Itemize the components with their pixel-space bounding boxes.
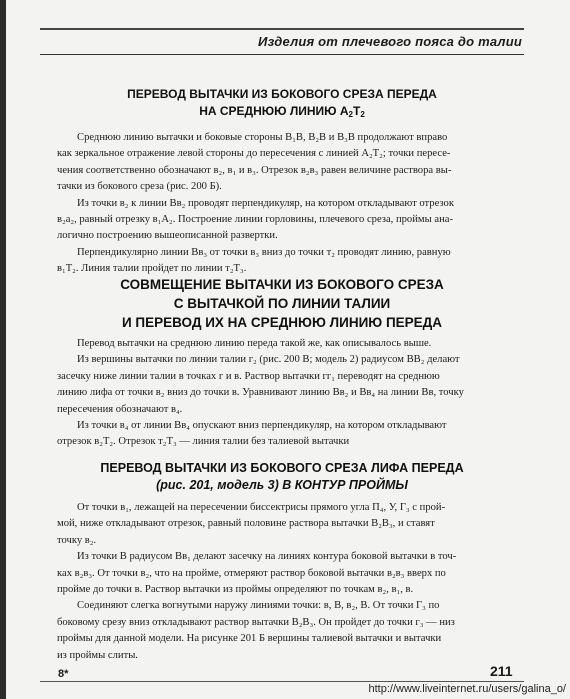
section3-heading-line1: ПЕРЕВОД ВЫТАЧКИ ИЗ БОКОВОГО СРЕЗА ЛИФА ПЕРЕДА <box>100 461 464 475</box>
section1-body <box>57 130 523 278</box>
text-line: отрезок в₂Т₂. Отрезок т₂Т₃ — линия талии без талиевой вытачки <box>57 436 350 448</box>
text-line: в₁Т₂. Линия талии пройдет по линии т₂Т₃. <box>57 263 247 275</box>
signature-mark: 8* <box>58 668 69 680</box>
section2-heading-line3: И ПЕРЕВОД ИХ НА СРЕДНЮЮ ЛИНИЮ ПЕРЕДА <box>121 315 443 330</box>
text-line: пройме до точки в. Раствор вытачки из проймы определяют по точкам в₂, в₁, в. <box>57 584 414 596</box>
text-line: чения соответственно обозначают в₂, в₁ и в₃. Отрезок в₂в₃ равен величине раствора вы- <box>57 164 452 176</box>
text-line: Из точки В радиусом Вв₁ делают засечку на линиях контура боковой вытачки в точ- <box>77 551 457 563</box>
text-line: боковому срезу вниз откладывают раствор вытачки В₂В₃. Он пройдет до точки г₃ — низ <box>57 616 455 628</box>
text-line: из проймы слиты. <box>57 649 138 661</box>
section2-heading-line2: С ВЫТАЧКОЙ ПО ЛИНИИ ТАЛИИ <box>173 296 391 311</box>
text-line: мой, ниже откладывают отрезок, равный половине раствора вытачки В₂В₃, и ставят <box>57 518 435 530</box>
footer-rule <box>40 681 524 682</box>
text-line: Из точки в₂ к линии Вв₂ проводят перпендикуляр, на котором откладывают отрезок <box>77 197 454 209</box>
text-line: линию лифа от точки в₂ вниз до точки в. Уравнивают линию Вв₂ и Вв₄ на линии Вв, точку <box>57 387 464 399</box>
page-number: 211 <box>490 663 513 679</box>
header-rule <box>40 28 524 30</box>
text-line: От точки в₁, лежащей на пересечении биссектрисы прямого угла П₄, У, Г₃ с прой- <box>77 502 446 513</box>
text-line: как зеркальное отражение левой стороны до пересечения с линией А₂Т₂; точки пересе- <box>57 148 451 160</box>
source-url[interactable]: http://www.liveinternet.ru/users/galina_o/ <box>368 683 566 695</box>
section2-body <box>57 336 523 451</box>
text-line: Среднюю линию вытачки и боковые стороны В₁В, В₂В и В₃В продолжают вправо <box>77 132 448 143</box>
text-line: Из точки в₄ от линии Вв₄ опускают вниз перпендикуляр, на котором откладывают <box>77 420 447 432</box>
section1-heading-line2: НА СРЕДНЮЮ ЛИНИЮ $А_2Т_2$ <box>199 104 365 119</box>
section3-body <box>57 500 523 664</box>
text-line: Из вершины вытачки по линии талии г₂ (рис. 200 В; модель 2) радиусом ВВ₂ делают <box>77 354 460 366</box>
text-line: засечку ниже линии талии в точках г и в. Раствор вытачки гг₁ переводят на среднюю <box>57 370 440 382</box>
scan-edge <box>0 0 6 699</box>
text-line: Перевод вытачки на среднюю линию переда такой же, как описывалось выше. <box>77 338 432 349</box>
text-line: тачки из бокового среза (рис. 200 Б). <box>57 181 222 193</box>
section2-heading-line1: СОВМЕЩЕНИЕ ВЫТАЧКИ ИЗ БОКОВОГО СРЕЗА <box>120 277 444 292</box>
text-line: точку в₂. <box>57 534 97 546</box>
text-line: Перпендикулярно линии Вв₃ от точки в₃ вниз до точки т₂ проводят линию, равную <box>77 246 451 258</box>
text-line: проймы для данной модели. На рисунке 201 Б вершины талиевой вытачки и вытачки <box>57 633 442 645</box>
section3-heading-line2: (рис. 201, модель 3) В КОНТУР ПРОЙМЫ <box>156 478 408 492</box>
text-line: ках в₂в₃. От точки в₂, что на пройме, отмеряют раствор боковой вытачки в₂в₃ вверх по <box>57 567 446 579</box>
section1-heading-line1: ПЕРЕВОД ВЫТАЧКИ ИЗ БОКОВОГО СРЕЗА ПЕРЕДА <box>127 87 437 101</box>
text-line: в₂а₂, равный отрезку в₁А₂. Построение линии горловины, плечевого среза, проймы ана- <box>57 214 453 226</box>
section3-heading <box>40 460 524 494</box>
section2-heading <box>40 275 524 332</box>
header-title: Изделия от плечевого пояса до талии <box>258 34 522 49</box>
section1-heading <box>40 86 524 123</box>
text-line: Соединяют слегка вогнутыми наружу линиями точки: в, В, в₂, В. От точки Г₃ по <box>77 600 440 612</box>
running-header <box>40 28 524 55</box>
text-line: логично построению вышеописанной развертки. <box>57 230 278 242</box>
text-line: пересечения обозначают в₄. <box>57 403 183 415</box>
